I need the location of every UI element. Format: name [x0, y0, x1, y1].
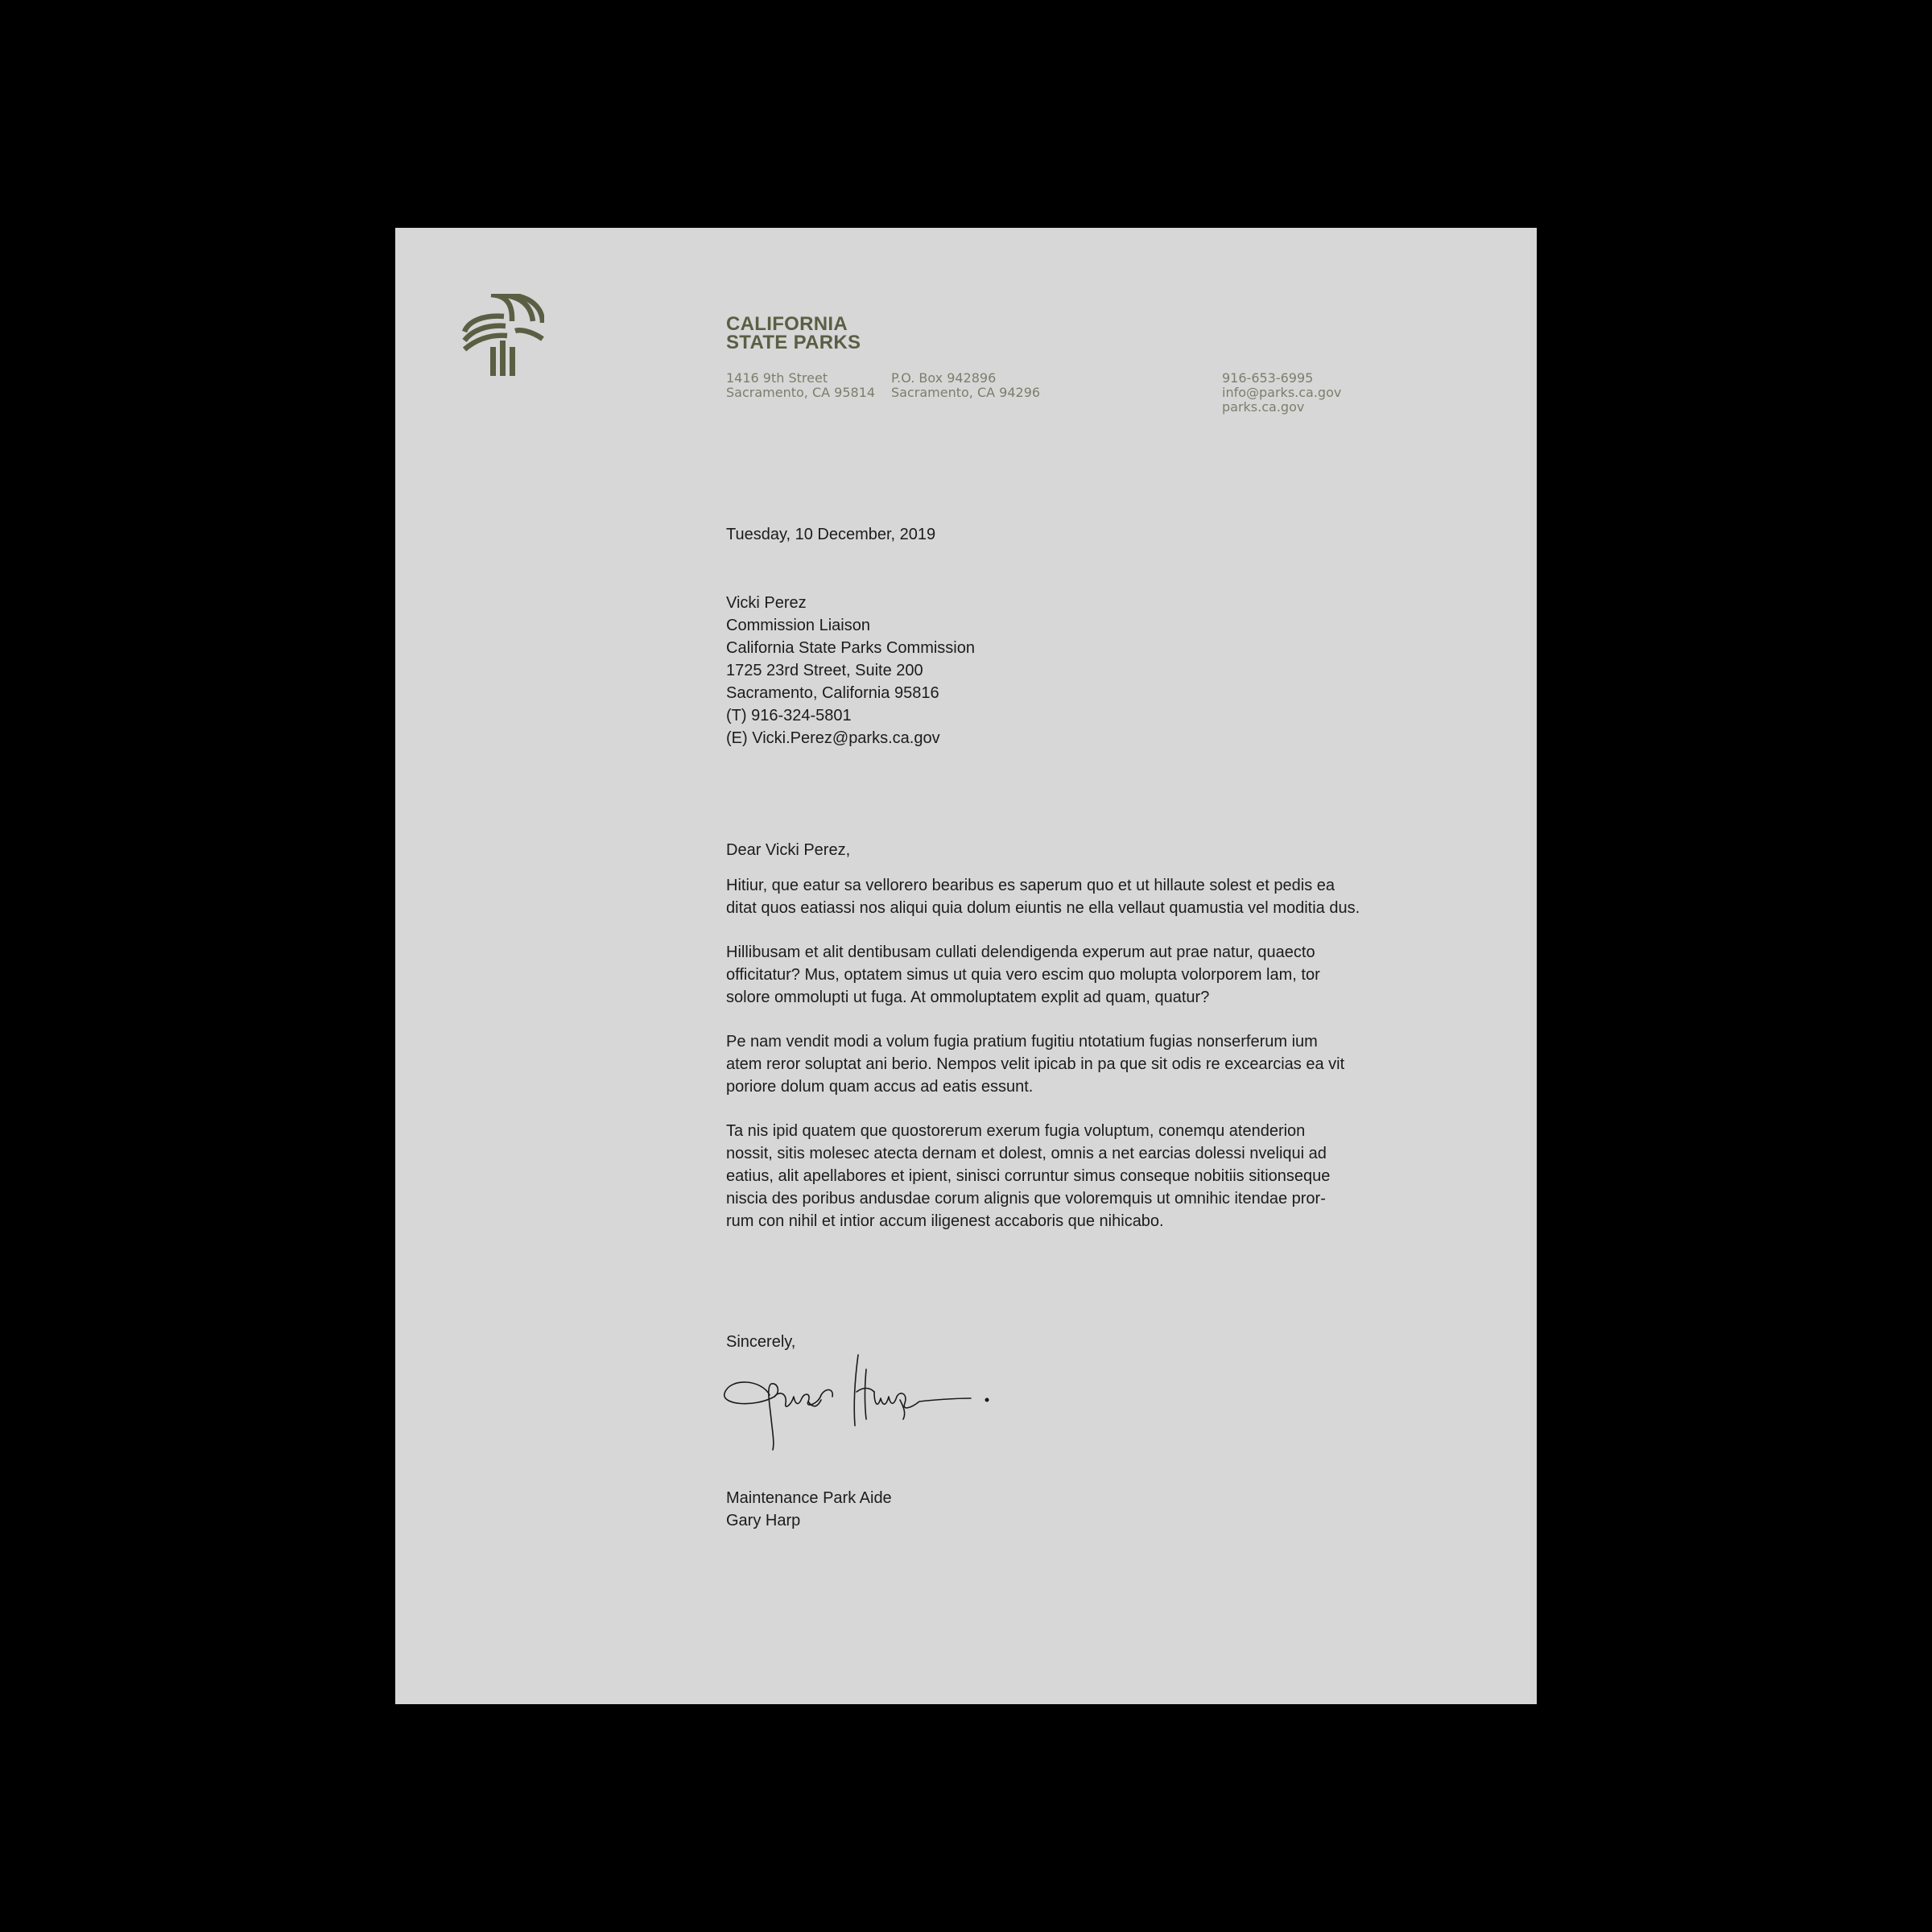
brand-line-1: CALIFORNIA: [726, 313, 848, 335]
phone-number: 916-653-6995: [1222, 370, 1314, 386]
letter-date: Tuesday, 10 December, 2019: [726, 526, 936, 543]
contact-info: [1222, 371, 1341, 415]
street-address: [726, 371, 875, 400]
recipient-street: 1725 23rd Street, Suite 200: [726, 662, 923, 679]
recipient-email: (E) Vicki.Perez@parks.ca.gov: [726, 729, 940, 747]
letter-body: [726, 874, 1402, 1254]
recipient-organization: California State Parks Commission: [726, 639, 975, 657]
mailing-address: [891, 371, 1040, 400]
street-city-line: Sacramento, CA 95814: [726, 385, 876, 400]
body-paragraph: Pe nam vendit modi a volum fugia pratium fugitiu ntotatium fugias nonserferum ium atem reror soluptat ani berio. Nempos velit ipicab in pa que sit odis re excearcias ea vit poriore dolum quam accus ad eatis essunt.: [726, 1033, 1345, 1096]
handwritten-signature: [721, 1347, 995, 1451]
street-address-line: 1416 9th Street: [726, 370, 828, 386]
body-paragraph: Hitiur, que eatur sa vellorero bearibus es saperum quo et ut hillaute solest et pedis ea ditat quos eatiassi nos aliqui quia dolum eiuntis ne ella vellaut quamustia vel moditia dus.: [726, 877, 1360, 917]
signer-title: Maintenance Park Aide: [726, 1489, 892, 1507]
signer-name: Gary Harp: [726, 1512, 801, 1530]
website-link[interactable]: parks.ca.gov: [1222, 399, 1305, 415]
body-paragraph: Ta nis ipid quatem que quostorerum exerum fugia voluptum, conemqu atenderion nossit, sitis molesec atecta dernam et dolest, omnis a net earcias dolessi nveliqui ad eatius, alit apellabores et ipient, sinisci corruntur simus conseque nobitiis sitionseque niscia des poribus andusdae corum alignis que voloremquis ut omnihic itendae pror- rum con nihil et intior accum iligenest accaboris que nihicabo.: [726, 1122, 1331, 1230]
letter-page: [395, 228, 1537, 1704]
recipient-phone: (T) 916-324-5801: [726, 707, 852, 724]
salutation: Dear Vicki Perez,: [726, 841, 851, 859]
recipient-block: [726, 592, 1402, 749]
california-state-parks-logo-icon: [462, 294, 544, 376]
recipient-title: Commission Liaison: [726, 617, 870, 634]
signer-block: [726, 1487, 1402, 1532]
brand-name: [726, 315, 861, 352]
email-link[interactable]: info@parks.ca.gov: [1222, 385, 1342, 400]
recipient-city: Sacramento, California 95816: [726, 684, 939, 702]
closing: Sincerely,: [726, 1333, 796, 1351]
recipient-name: Vicki Perez: [726, 594, 807, 612]
po-box-line: P.O. Box 942896: [891, 370, 997, 386]
po-city-line: Sacramento, CA 94296: [891, 385, 1041, 400]
brand-line-2: STATE PARKS: [726, 332, 861, 353]
body-paragraph: Hillibusam et alit dentibusam cullati delendigenda experum aut prae natur, quaecto officitatur? Mus, optatem simus ut quia vero escim quo molupta volorporem lam, tor solore ommolupti ut fuga. At ommoluptatem explit ad quam, quatur?: [726, 943, 1320, 1006]
